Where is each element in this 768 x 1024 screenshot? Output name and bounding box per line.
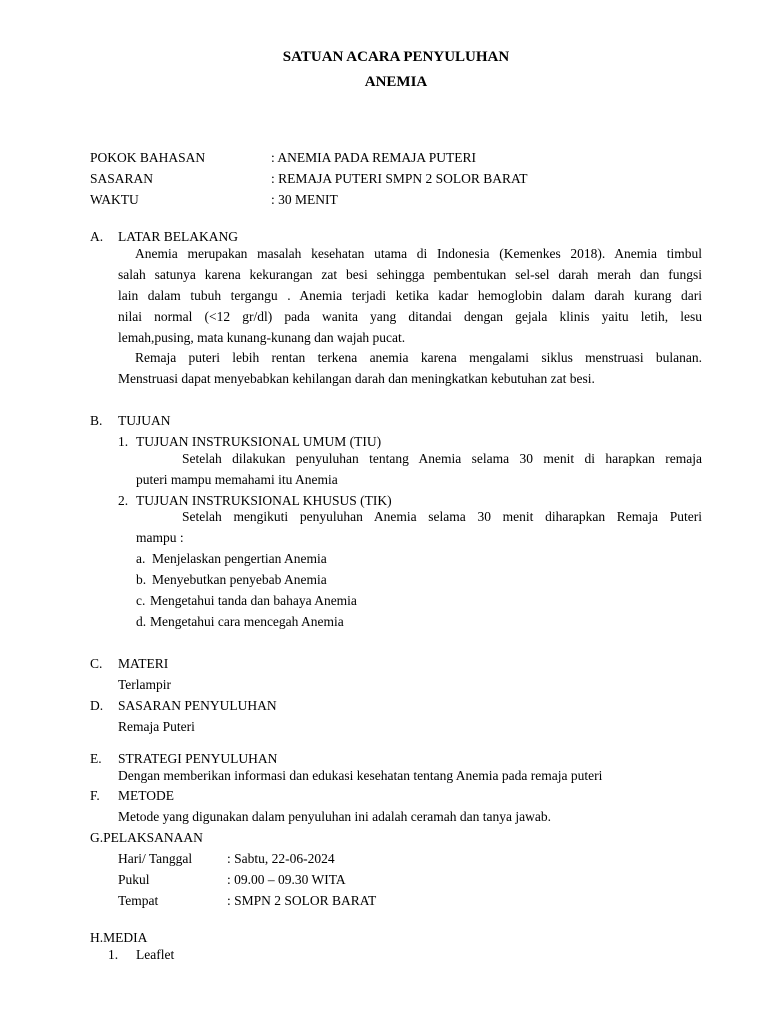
section-c-letter: C. bbox=[90, 656, 103, 671]
info-value-sasaran: : REMAJA PUTERI SMPN 2 SOLOR BARAT bbox=[271, 171, 528, 186]
pelaksanaan-label: Tempat bbox=[118, 893, 159, 908]
section-d-heading: SASARAN PENYULUHAN bbox=[118, 698, 277, 713]
section-f-letter: F. bbox=[90, 788, 100, 803]
section-e-body: Dengan memberikan informasi dan edukasi kesehatan tentang Anemia pada remaja puteri bbox=[118, 768, 603, 783]
document-title: SATUAN ACARA PENYULUHAN bbox=[282, 49, 510, 65]
media-item-number: 1. bbox=[108, 947, 119, 962]
section-f-body: Metode yang digunakan dalam penyuluhan ini adalah ceramah dan tanya jawab. bbox=[118, 809, 551, 824]
section-a-paragraph-line: Remaja puteri lebih rentan terkena anemia karena mengalami siklus menstruasi bulanan. bbox=[135, 350, 702, 365]
tik-text-line: mampu : bbox=[136, 530, 184, 545]
tiu-number: 1. bbox=[118, 434, 129, 449]
tik-item-text: Mengetahui tanda dan bahaya Anemia bbox=[150, 593, 357, 608]
info-label-waktu: WAKTU bbox=[90, 192, 139, 207]
tik-item-text: Menjelaskan pengertian Anemia bbox=[152, 551, 327, 566]
tik-heading: TUJUAN INSTRUKSIONAL KHUSUS (TIK) bbox=[136, 493, 392, 508]
section-a-letter: A. bbox=[90, 229, 104, 244]
section-a-paragraph-line: nilai normal (<12 gr/dl) pada wanita yang ditandai dengan gejala klinis yaitu letih, lesu bbox=[118, 309, 702, 324]
tik-item-letter: a. bbox=[136, 551, 146, 566]
info-value-waktu: : 30 MENIT bbox=[271, 192, 338, 207]
section-a-paragraph-line: salah satunya karena kekurangan zat besi sehingga pembentukan sel-sel darah merah dan fungsi bbox=[118, 267, 702, 282]
pelaksanaan-value: : SMPN 2 SOLOR BARAT bbox=[227, 893, 377, 908]
section-b-letter: B. bbox=[90, 413, 103, 428]
document-subtitle: ANEMIA bbox=[364, 74, 428, 90]
pelaksanaan-value: : 09.00 – 09.30 WITA bbox=[227, 872, 346, 887]
tik-item-letter: c. bbox=[136, 593, 146, 608]
section-h-heading: H.MEDIA bbox=[90, 930, 148, 945]
info-label-pokok-bahasan: POKOK BAHASAN bbox=[90, 150, 206, 165]
tik-item-text: Mengetahui cara mencegah Anemia bbox=[150, 614, 344, 629]
section-a-paragraph-line: lemah,pusing, mata kunang-kunang dan wajah pucat. bbox=[118, 330, 406, 345]
section-b-heading: TUJUAN bbox=[118, 413, 171, 428]
section-c-heading: MATERI bbox=[118, 656, 169, 671]
pelaksanaan-value: : Sabtu, 22-06-2024 bbox=[227, 851, 335, 866]
section-a-paragraph-line: Anemia merupakan masalah kesehatan utama di Indonesia (Kemenkes 2018). Anemia timbul bbox=[135, 246, 702, 261]
tik-item-letter: d. bbox=[136, 614, 147, 629]
media-item-text: Leaflet bbox=[136, 947, 175, 962]
info-value-pokok-bahasan: : ANEMIA PADA REMAJA PUTERI bbox=[271, 150, 477, 165]
pelaksanaan-label: Pukul bbox=[118, 872, 150, 887]
section-a-paragraph-line: lain dalam tubuh tergangu . Anemia terjadi ketika kadar hemoglobin dalam darah kurang dari bbox=[118, 288, 702, 303]
section-d-body: Remaja Puteri bbox=[118, 719, 195, 734]
section-c-body: Terlampir bbox=[118, 677, 172, 692]
section-e-letter: E. bbox=[90, 751, 102, 766]
section-d-letter: D. bbox=[90, 698, 104, 713]
section-a-paragraph-line: Menstruasi dapat menyebabkan kehilangan darah dan meningkatkan kebutuhan zat besi. bbox=[118, 371, 595, 386]
tik-item-letter: b. bbox=[136, 572, 147, 587]
section-e-heading: STRATEGI PENYULUHAN bbox=[118, 751, 278, 766]
tiu-text-line: Setelah dilakukan penyuluhan tentang Anemia selama 30 menit di harapkan remaja bbox=[182, 451, 702, 466]
info-label-sasaran: SASARAN bbox=[90, 171, 154, 186]
tik-item-text: Menyebutkan penyebab Anemia bbox=[152, 572, 327, 587]
section-a-heading: LATAR BELAKANG bbox=[118, 229, 239, 244]
tiu-heading: TUJUAN INSTRUKSIONAL UMUM (TIU) bbox=[136, 434, 382, 449]
tiu-text-line: puteri mampu memahami itu Anemia bbox=[136, 472, 338, 487]
section-f-heading: METODE bbox=[118, 788, 174, 803]
tik-text-line: Setelah mengikuti penyuluhan Anemia selama 30 menit diharapkan Remaja Puteri bbox=[182, 509, 702, 524]
tik-number: 2. bbox=[118, 493, 129, 508]
section-g-heading: G.PELAKSANAAN bbox=[90, 830, 203, 845]
pelaksanaan-label: Hari/ Tanggal bbox=[118, 851, 193, 866]
